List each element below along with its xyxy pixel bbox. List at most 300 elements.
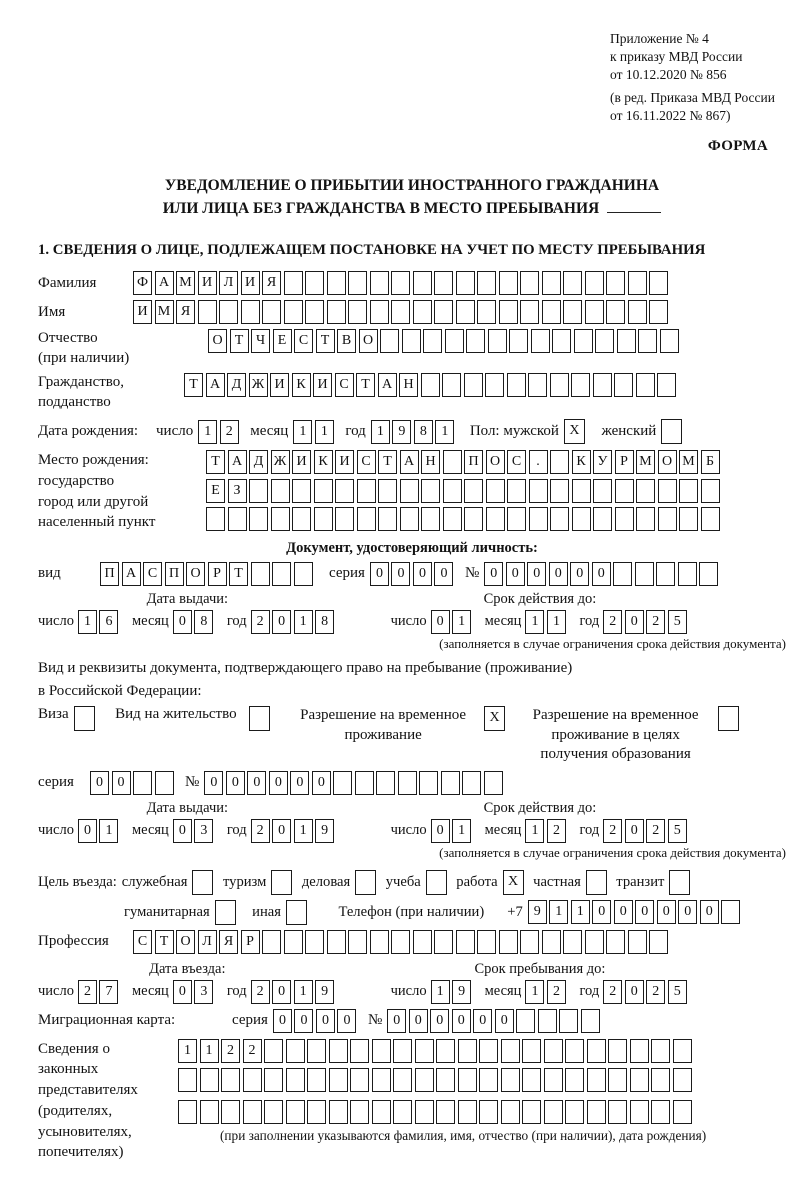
form-cell[interactable] <box>660 329 679 353</box>
form-cell[interactable] <box>477 300 496 324</box>
form-cell[interactable] <box>327 300 346 324</box>
form-cell[interactable] <box>398 771 417 795</box>
birth-place-row3-cells[interactable] <box>206 507 722 531</box>
form-cell[interactable] <box>615 479 634 503</box>
form-cell[interactable]: X <box>503 870 524 895</box>
form-cell[interactable] <box>370 300 389 324</box>
form-cell[interactable] <box>544 1068 563 1092</box>
form-cell[interactable] <box>529 507 548 531</box>
form-cell[interactable]: 5 <box>668 819 687 843</box>
form-cell[interactable]: Б <box>701 450 720 474</box>
form-cell[interactable] <box>479 1039 498 1063</box>
form-cell[interactable]: 0 <box>549 562 568 586</box>
form-cell[interactable]: 0 <box>391 562 410 586</box>
form-cell[interactable]: Я <box>176 300 195 324</box>
form-cell[interactable]: 0 <box>112 771 131 795</box>
form-cell[interactable] <box>400 479 419 503</box>
form-cell[interactable] <box>477 930 496 954</box>
form-cell[interactable] <box>636 373 655 397</box>
form-cell[interactable]: Т <box>206 450 225 474</box>
form-cell[interactable]: О <box>359 329 378 353</box>
form-cell[interactable] <box>355 771 374 795</box>
form-cell[interactable] <box>393 1100 412 1124</box>
form-cell[interactable] <box>441 771 460 795</box>
form-cell[interactable] <box>372 1100 391 1124</box>
form-cell[interactable] <box>307 1068 326 1092</box>
form-cell[interactable] <box>529 479 548 503</box>
form-cell[interactable]: Л <box>219 271 238 295</box>
form-cell[interactable] <box>350 1068 369 1092</box>
form-cell[interactable]: Р <box>241 930 260 954</box>
form-cell[interactable]: 7 <box>99 980 118 1004</box>
form-cell[interactable]: 2 <box>547 980 566 1004</box>
form-cell[interactable]: Д <box>249 450 268 474</box>
form-cell[interactable] <box>456 930 475 954</box>
form-cell[interactable]: 1 <box>525 610 544 634</box>
form-cell[interactable] <box>249 706 270 731</box>
form-cell[interactable]: 1 <box>525 819 544 843</box>
form-cell[interactable]: 0 <box>700 900 719 924</box>
profession-cells[interactable] <box>133 930 671 954</box>
form-cell[interactable] <box>522 1039 541 1063</box>
form-cell[interactable]: 2 <box>221 1039 240 1063</box>
form-cell[interactable] <box>443 507 462 531</box>
form-cell[interactable] <box>357 479 376 503</box>
form-cell[interactable] <box>608 1039 627 1063</box>
form-cell[interactable]: 0 <box>592 562 611 586</box>
birth-year-cells[interactable] <box>371 420 457 444</box>
form-cell[interactable] <box>615 507 634 531</box>
form-cell[interactable] <box>458 1100 477 1124</box>
form-cell[interactable] <box>581 1009 600 1033</box>
form-cell[interactable]: 1 <box>200 1039 219 1063</box>
form-cell[interactable] <box>501 1068 520 1092</box>
form-cell[interactable] <box>434 300 453 324</box>
form-cell[interactable] <box>550 507 569 531</box>
form-cell[interactable] <box>243 1100 262 1124</box>
form-cell[interactable]: С <box>357 450 376 474</box>
temp-residence-checkbox[interactable] <box>484 706 508 731</box>
form-cell[interactable]: 0 <box>625 610 644 634</box>
form-cell[interactable] <box>587 1039 606 1063</box>
form-cell[interactable]: Т <box>356 373 375 397</box>
form-cell[interactable]: 0 <box>592 900 611 924</box>
form-cell[interactable]: 0 <box>570 562 589 586</box>
form-cell[interactable] <box>413 300 432 324</box>
form-cell[interactable]: 9 <box>315 819 334 843</box>
form-cell[interactable]: 0 <box>635 900 654 924</box>
purpose-official-checkbox[interactable] <box>192 870 216 895</box>
form-cell[interactable]: 2 <box>243 1039 262 1063</box>
form-cell[interactable] <box>565 1068 584 1092</box>
form-cell[interactable]: 6 <box>99 610 118 634</box>
form-cell[interactable] <box>658 479 677 503</box>
form-cell[interactable]: Ж <box>271 450 290 474</box>
form-cell[interactable] <box>348 271 367 295</box>
form-cell[interactable] <box>284 271 303 295</box>
form-cell[interactable]: С <box>143 562 162 586</box>
form-cell[interactable] <box>669 870 690 895</box>
form-cell[interactable]: 2 <box>646 610 665 634</box>
form-cell[interactable] <box>585 300 604 324</box>
form-cell[interactable] <box>264 1039 283 1063</box>
form-cell[interactable] <box>574 329 593 353</box>
form-cell[interactable]: Н <box>421 450 440 474</box>
form-cell[interactable] <box>357 507 376 531</box>
form-cell[interactable] <box>550 373 569 397</box>
permit-valid-month-cells[interactable] <box>525 819 568 843</box>
form-cell[interactable] <box>393 1039 412 1063</box>
form-cell[interactable] <box>585 930 604 954</box>
form-cell[interactable]: 9 <box>452 980 471 1004</box>
form-cell[interactable]: X <box>484 706 505 731</box>
form-cell[interactable]: А <box>400 450 419 474</box>
form-cell[interactable]: 0 <box>506 562 525 586</box>
form-cell[interactable]: Т <box>378 450 397 474</box>
form-cell[interactable] <box>445 329 464 353</box>
form-cell[interactable] <box>391 300 410 324</box>
form-cell[interactable] <box>542 271 561 295</box>
form-cell[interactable] <box>221 1100 240 1124</box>
identity-valid-month-cells[interactable] <box>525 610 568 634</box>
form-cell[interactable] <box>499 930 518 954</box>
form-cell[interactable]: М <box>155 300 174 324</box>
form-cell[interactable]: И <box>292 450 311 474</box>
form-cell[interactable]: 0 <box>527 562 546 586</box>
form-cell[interactable] <box>206 507 225 531</box>
form-cell[interactable]: 2 <box>251 819 270 843</box>
form-cell[interactable] <box>228 507 247 531</box>
form-cell[interactable] <box>292 507 311 531</box>
form-cell[interactable] <box>701 479 720 503</box>
form-cell[interactable] <box>507 373 526 397</box>
permit-issue-month-cells[interactable] <box>173 819 216 843</box>
form-cell[interactable]: 1 <box>294 610 313 634</box>
form-cell[interactable]: И <box>241 271 260 295</box>
form-cell[interactable] <box>423 329 442 353</box>
form-cell[interactable] <box>563 300 582 324</box>
form-cell[interactable] <box>606 271 625 295</box>
form-cell[interactable]: А <box>206 373 225 397</box>
birth-place-row1-cells[interactable] <box>206 450 722 474</box>
form-cell[interactable] <box>509 329 528 353</box>
form-cell[interactable] <box>307 1100 326 1124</box>
form-cell[interactable] <box>305 930 324 954</box>
form-cell[interactable] <box>565 1039 584 1063</box>
form-cell[interactable]: 0 <box>409 1009 428 1033</box>
form-cell[interactable] <box>565 1100 584 1124</box>
form-cell[interactable]: 1 <box>294 980 313 1004</box>
form-cell[interactable]: 0 <box>247 771 266 795</box>
form-cell[interactable]: 0 <box>272 980 291 1004</box>
purpose-business-checkbox[interactable] <box>355 870 379 895</box>
entry-month-cells[interactable] <box>173 980 216 1004</box>
form-cell[interactable]: О <box>176 930 195 954</box>
form-cell[interactable] <box>400 507 419 531</box>
form-cell[interactable] <box>262 930 281 954</box>
form-cell[interactable] <box>485 373 504 397</box>
patronymic-cells[interactable] <box>208 329 681 353</box>
form-cell[interactable]: 2 <box>547 819 566 843</box>
form-cell[interactable] <box>673 1068 692 1092</box>
form-cell[interactable] <box>307 1039 326 1063</box>
form-cell[interactable] <box>464 479 483 503</box>
form-cell[interactable] <box>651 1100 670 1124</box>
form-cell[interactable]: 0 <box>90 771 109 795</box>
form-cell[interactable]: 0 <box>657 900 676 924</box>
form-cell[interactable]: Т <box>230 329 249 353</box>
identity-valid-year-cells[interactable] <box>603 610 689 634</box>
form-cell[interactable]: А <box>378 373 397 397</box>
form-cell[interactable] <box>572 507 591 531</box>
form-cell[interactable]: 1 <box>435 420 454 444</box>
form-cell[interactable] <box>464 507 483 531</box>
form-cell[interactable] <box>635 562 654 586</box>
form-cell[interactable] <box>657 373 676 397</box>
purpose-study-checkbox[interactable] <box>426 870 450 895</box>
form-cell[interactable] <box>370 930 389 954</box>
form-cell[interactable] <box>286 1100 305 1124</box>
doc-number-cells[interactable] <box>484 562 721 586</box>
permit-valid-year-cells[interactable] <box>603 819 689 843</box>
birth-place-row2-cells[interactable] <box>206 479 722 503</box>
form-cell[interactable] <box>178 1068 197 1092</box>
form-cell[interactable] <box>516 1009 535 1033</box>
form-cell[interactable] <box>544 1100 563 1124</box>
form-cell[interactable] <box>595 329 614 353</box>
form-cell[interactable] <box>593 479 612 503</box>
form-cell[interactable]: 1 <box>371 420 390 444</box>
form-cell[interactable]: 2 <box>646 980 665 1004</box>
form-cell[interactable] <box>348 300 367 324</box>
form-cell[interactable] <box>544 1039 563 1063</box>
form-cell[interactable] <box>628 300 647 324</box>
form-cell[interactable] <box>458 1068 477 1092</box>
form-cell[interactable] <box>264 1100 283 1124</box>
form-cell[interactable]: 1 <box>178 1039 197 1063</box>
form-cell[interactable]: 0 <box>312 771 331 795</box>
form-cell[interactable] <box>528 373 547 397</box>
form-cell[interactable]: 9 <box>315 980 334 1004</box>
form-cell[interactable] <box>355 870 376 895</box>
form-cell[interactable]: 1 <box>571 900 590 924</box>
form-cell[interactable]: 1 <box>294 819 313 843</box>
form-cell[interactable] <box>314 507 333 531</box>
form-cell[interactable]: 0 <box>625 980 644 1004</box>
form-cell[interactable] <box>443 450 462 474</box>
form-cell[interactable]: 2 <box>251 610 270 634</box>
form-cell[interactable] <box>456 300 475 324</box>
form-cell[interactable]: 1 <box>78 610 97 634</box>
form-cell[interactable] <box>718 706 739 731</box>
form-cell[interactable]: 0 <box>272 610 291 634</box>
form-cell[interactable]: 0 <box>431 819 450 843</box>
form-cell[interactable]: 0 <box>614 900 633 924</box>
form-cell[interactable] <box>370 271 389 295</box>
form-cell[interactable] <box>286 1068 305 1092</box>
form-cell[interactable]: 0 <box>495 1009 514 1033</box>
form-cell[interactable] <box>563 930 582 954</box>
form-cell[interactable] <box>585 271 604 295</box>
form-cell[interactable] <box>329 1100 348 1124</box>
form-cell[interactable] <box>198 300 217 324</box>
form-cell[interactable]: 0 <box>269 771 288 795</box>
purpose-work-checkbox[interactable] <box>503 870 527 895</box>
form-cell[interactable]: 0 <box>294 1009 313 1033</box>
form-cell[interactable]: С <box>335 373 354 397</box>
form-cell[interactable] <box>606 300 625 324</box>
form-cell[interactable] <box>249 507 268 531</box>
representatives-row1-cells[interactable] <box>178 1039 706 1063</box>
form-cell[interactable] <box>550 479 569 503</box>
form-cell[interactable]: К <box>292 373 311 397</box>
form-cell[interactable]: И <box>133 300 152 324</box>
form-cell[interactable]: К <box>572 450 591 474</box>
form-cell[interactable] <box>636 507 655 531</box>
form-cell[interactable] <box>271 479 290 503</box>
form-cell[interactable] <box>434 271 453 295</box>
form-cell[interactable]: П <box>100 562 119 586</box>
form-cell[interactable] <box>155 771 174 795</box>
form-cell[interactable] <box>542 300 561 324</box>
migration-series-cells[interactable] <box>273 1009 359 1033</box>
form-cell[interactable] <box>617 329 636 353</box>
form-cell[interactable] <box>466 329 485 353</box>
form-cell[interactable]: М <box>636 450 655 474</box>
form-cell[interactable] <box>402 329 421 353</box>
form-cell[interactable]: 5 <box>668 610 687 634</box>
form-cell[interactable] <box>721 900 740 924</box>
form-cell[interactable] <box>372 1039 391 1063</box>
form-cell[interactable] <box>221 1068 240 1092</box>
stay-day-cells[interactable] <box>431 980 474 1004</box>
form-cell[interactable] <box>587 1068 606 1092</box>
form-cell[interactable]: М <box>176 271 195 295</box>
form-cell[interactable] <box>350 1039 369 1063</box>
form-cell[interactable]: Т <box>229 562 248 586</box>
form-cell[interactable] <box>507 479 526 503</box>
form-cell[interactable]: 0 <box>370 562 389 586</box>
form-cell[interactable] <box>413 271 432 295</box>
form-cell[interactable]: М <box>679 450 698 474</box>
form-cell[interactable]: 1 <box>452 610 471 634</box>
form-cell[interactable] <box>520 271 539 295</box>
form-cell[interactable] <box>649 930 668 954</box>
form-cell[interactable] <box>314 479 333 503</box>
form-cell[interactable] <box>593 373 612 397</box>
form-cell[interactable] <box>701 507 720 531</box>
form-cell[interactable] <box>552 329 571 353</box>
identity-issue-day-cells[interactable] <box>78 610 121 634</box>
form-cell[interactable] <box>421 373 440 397</box>
form-cell[interactable] <box>608 1068 627 1092</box>
form-cell[interactable]: 0 <box>434 562 453 586</box>
form-cell[interactable]: 0 <box>387 1009 406 1033</box>
form-cell[interactable] <box>456 271 475 295</box>
form-cell[interactable] <box>651 1068 670 1092</box>
form-cell[interactable]: 0 <box>473 1009 492 1033</box>
form-cell[interactable] <box>372 1068 391 1092</box>
form-cell[interactable] <box>522 1068 541 1092</box>
form-cell[interactable] <box>243 1068 262 1092</box>
form-cell[interactable]: 0 <box>290 771 309 795</box>
surname-cells[interactable] <box>133 271 671 295</box>
form-cell[interactable] <box>415 1100 434 1124</box>
form-cell[interactable]: Т <box>155 930 174 954</box>
form-cell[interactable]: 0 <box>484 562 503 586</box>
form-cell[interactable]: В <box>337 329 356 353</box>
form-cell[interactable]: 1 <box>452 819 471 843</box>
birth-month-cells[interactable] <box>293 420 336 444</box>
form-cell[interactable] <box>286 1039 305 1063</box>
form-cell[interactable] <box>305 271 324 295</box>
form-cell[interactable]: А <box>228 450 247 474</box>
form-cell[interactable] <box>479 1100 498 1124</box>
form-cell[interactable]: 0 <box>273 1009 292 1033</box>
form-cell[interactable] <box>335 507 354 531</box>
form-cell[interactable] <box>378 507 397 531</box>
form-cell[interactable] <box>542 930 561 954</box>
form-cell[interactable] <box>391 930 410 954</box>
permit-valid-day-cells[interactable] <box>431 819 474 843</box>
representatives-row3-cells[interactable] <box>178 1100 706 1124</box>
form-cell[interactable]: И <box>313 373 332 397</box>
form-cell[interactable]: 0 <box>78 819 97 843</box>
sex-female-checkbox[interactable] <box>661 419 685 444</box>
form-cell[interactable] <box>630 1068 649 1092</box>
form-cell[interactable] <box>442 373 461 397</box>
form-cell[interactable] <box>436 1039 455 1063</box>
form-cell[interactable]: 2 <box>251 980 270 1004</box>
form-cell[interactable] <box>393 1068 412 1092</box>
form-cell[interactable] <box>679 507 698 531</box>
form-cell[interactable] <box>327 930 346 954</box>
form-cell[interactable]: Я <box>219 930 238 954</box>
form-cell[interactable] <box>628 930 647 954</box>
form-cell[interactable]: С <box>294 329 313 353</box>
form-cell[interactable] <box>571 373 590 397</box>
form-cell[interactable] <box>658 507 677 531</box>
entry-day-cells[interactable] <box>78 980 121 1004</box>
form-cell[interactable] <box>563 271 582 295</box>
form-cell[interactable] <box>486 479 505 503</box>
form-cell[interactable] <box>673 1100 692 1124</box>
form-cell[interactable] <box>520 930 539 954</box>
form-cell[interactable]: 0 <box>204 771 223 795</box>
form-cell[interactable] <box>434 930 453 954</box>
temp-residence-education-checkbox[interactable] <box>718 706 742 731</box>
form-cell[interactable]: О <box>186 562 205 586</box>
form-cell[interactable]: О <box>208 329 227 353</box>
form-cell[interactable] <box>426 870 447 895</box>
form-cell[interactable] <box>249 479 268 503</box>
purpose-transit-checkbox[interactable] <box>669 870 693 895</box>
form-cell[interactable]: 0 <box>452 1009 471 1033</box>
form-cell[interactable]: О <box>658 450 677 474</box>
form-cell[interactable]: 3 <box>194 980 213 1004</box>
purpose-humanitarian-checkbox[interactable] <box>215 900 239 925</box>
form-cell[interactable] <box>436 1068 455 1092</box>
form-cell[interactable] <box>559 1009 578 1033</box>
form-cell[interactable]: 0 <box>413 562 432 586</box>
form-cell[interactable] <box>486 507 505 531</box>
permit-number-cells[interactable] <box>204 771 505 795</box>
form-cell[interactable]: И <box>335 450 354 474</box>
form-cell[interactable]: З <box>228 479 247 503</box>
form-cell[interactable]: 0 <box>173 610 192 634</box>
form-cell[interactable]: X <box>564 419 585 444</box>
form-cell[interactable] <box>327 271 346 295</box>
